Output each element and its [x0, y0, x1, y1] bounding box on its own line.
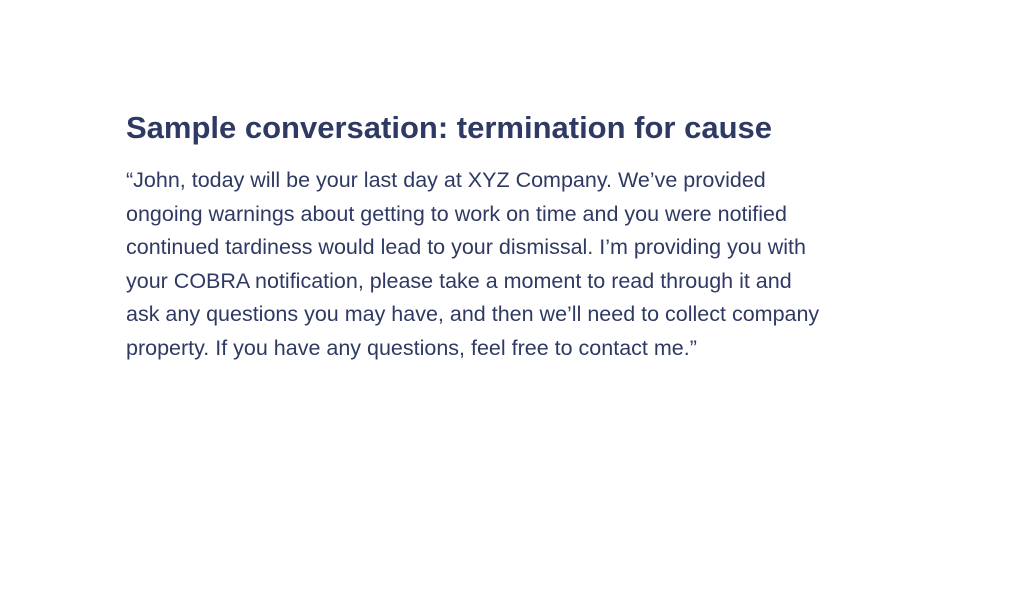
quote-line: property. If you have any questions, feel free to contact me.”: [126, 335, 697, 360]
quote-line: your COBRA notification, please take a moment to read through it and: [126, 268, 792, 293]
content-block: [126, 106, 906, 365]
quote-line: ongoing warnings about getting to work on time and you were notified: [126, 201, 787, 226]
quote-line: ask any questions you may have, and then we’ll need to collect company: [126, 302, 820, 326]
quote-line: “John, today will be your last day at XYZ Company. We’ve provided: [126, 168, 766, 192]
quote-line: continued tardiness would lead to your dismissal. I’m providing you with: [126, 235, 806, 259]
slide-title: Sample conversation: termination for cause: [126, 110, 773, 145]
sample-quote: [126, 164, 906, 365]
